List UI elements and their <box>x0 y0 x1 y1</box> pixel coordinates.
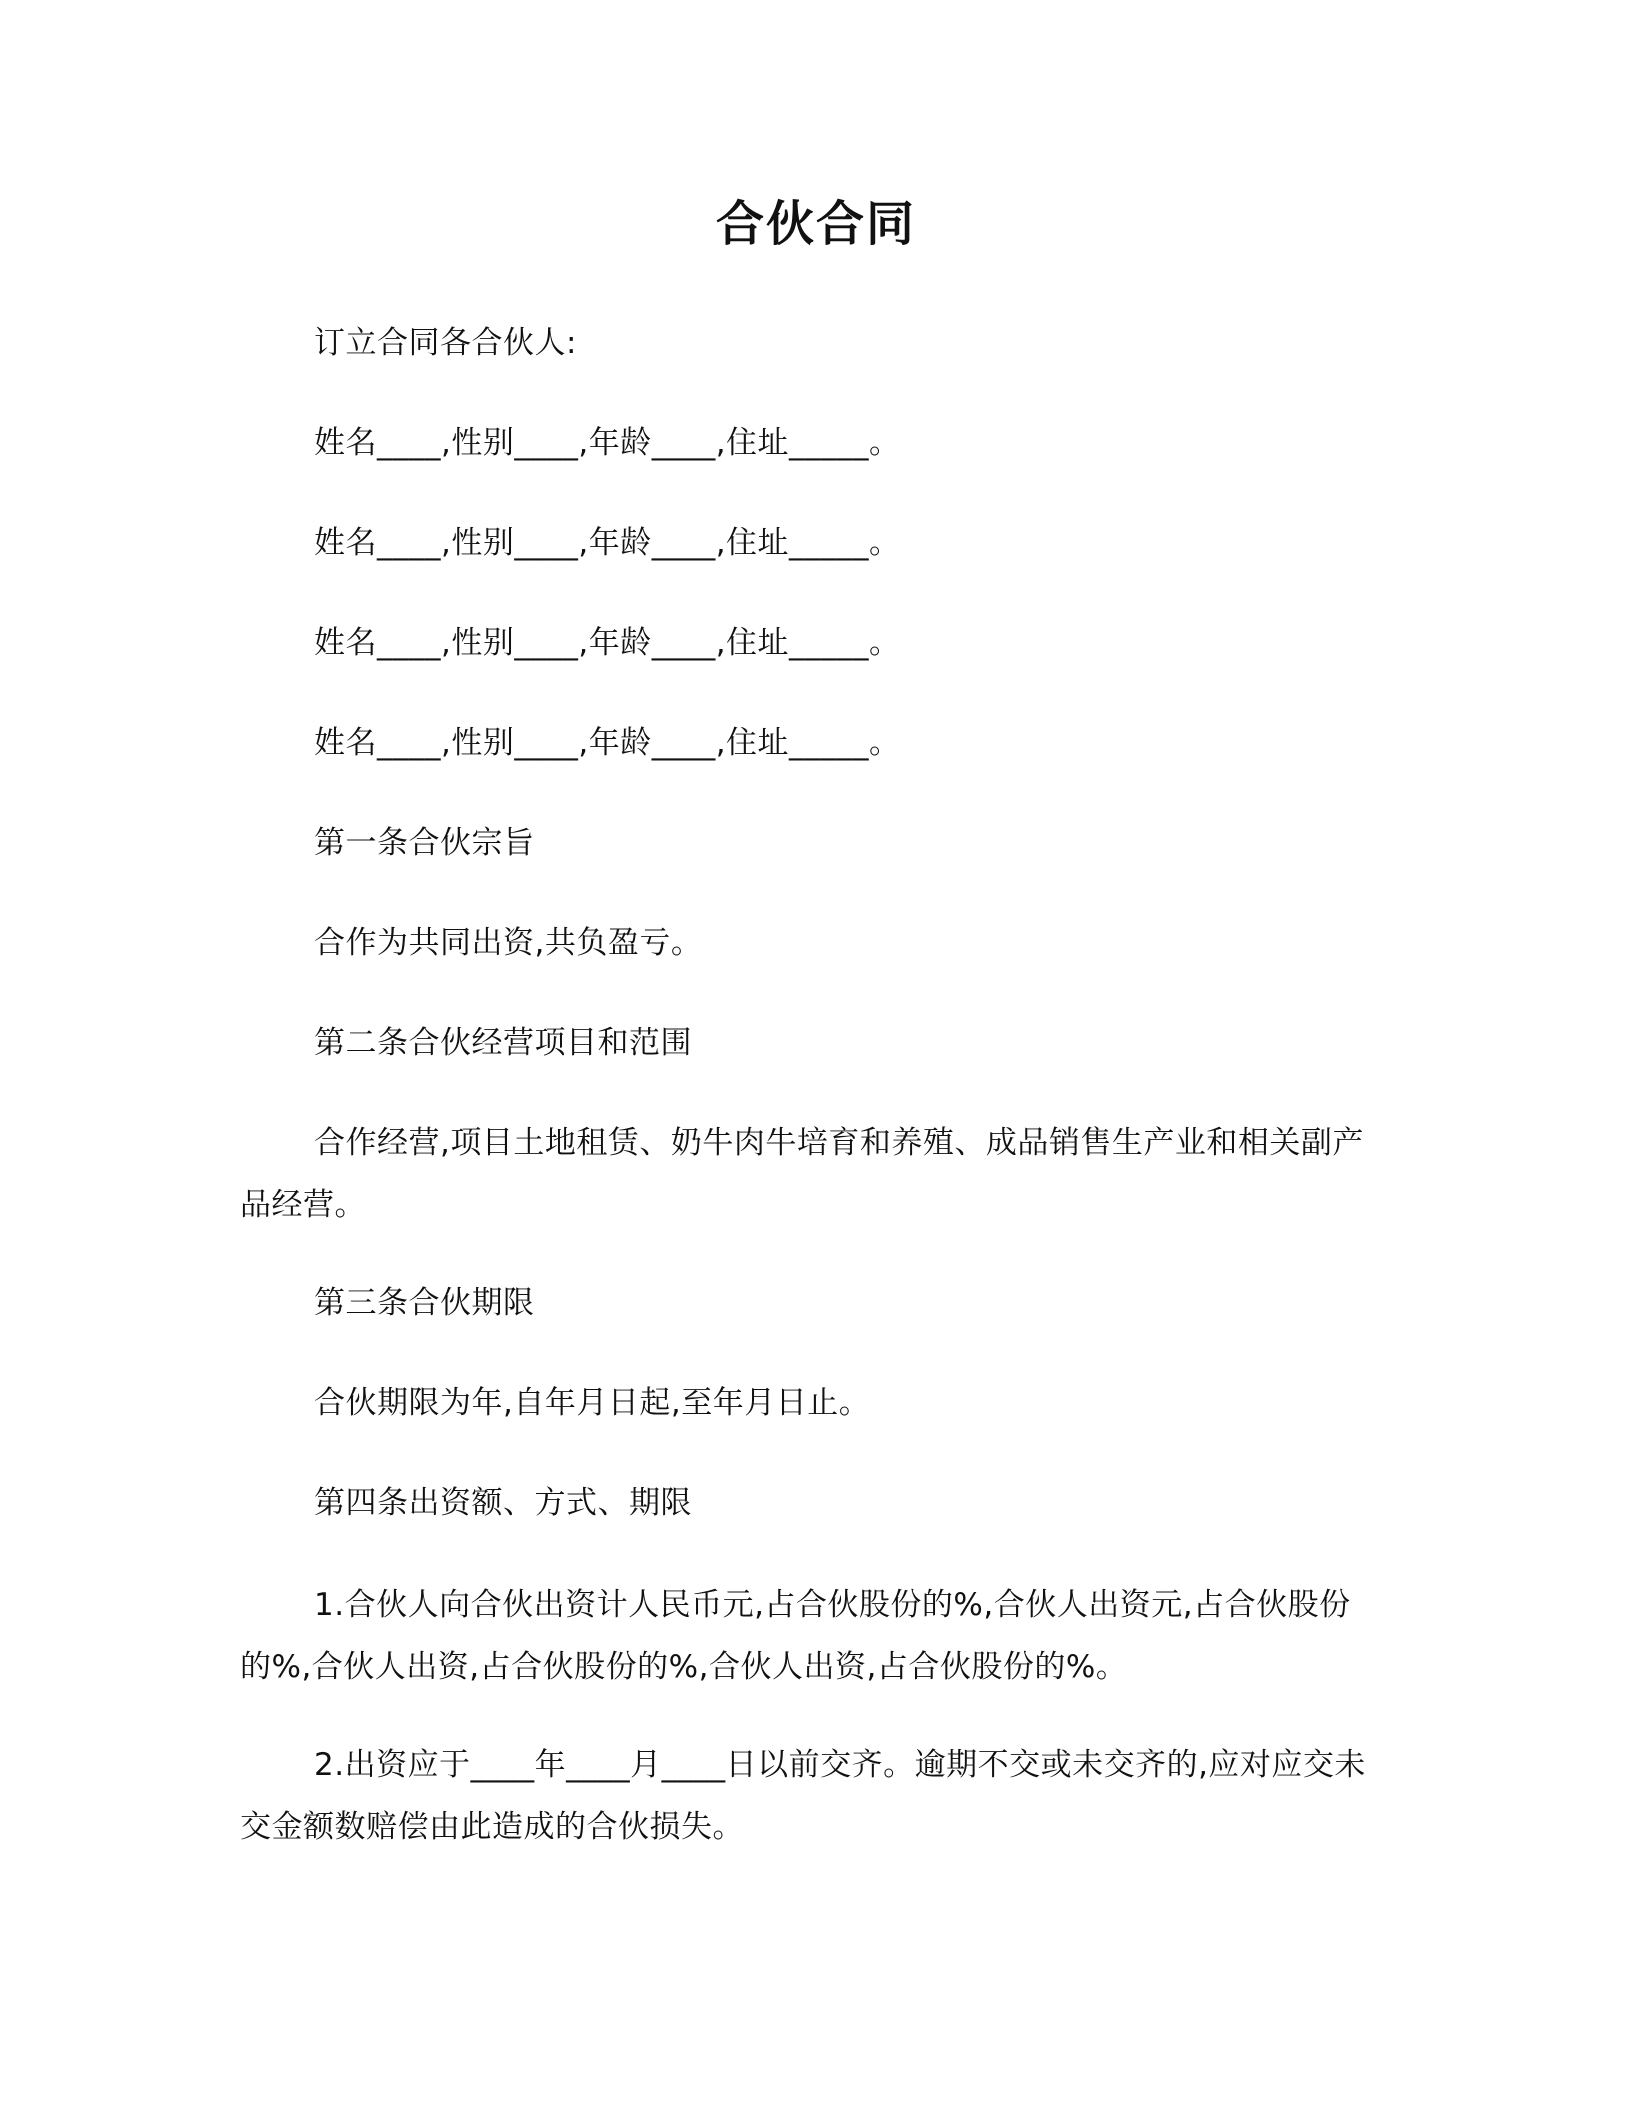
article-2-heading: 第二条合伙经营项目和范围 <box>314 1025 692 1061</box>
paragraph-partner-1: 姓名____,性别____,年龄____,住址_____。 <box>314 425 901 461</box>
paragraph-partner-4: 姓名____,性别____,年龄____,住址_____。 <box>314 725 901 761</box>
paragraph-partner-2: 姓名____,性别____,年龄____,住址_____。 <box>314 525 901 561</box>
paragraph-partner-3: 姓名____,性别____,年龄____,住址_____。 <box>314 625 901 661</box>
article-4-heading: 第四条出资额、方式、期限 <box>314 1485 692 1521</box>
document-title: 合伙合同 <box>715 196 916 252</box>
article-1-body: 合作为共同出资,共负盈亏。 <box>314 925 703 961</box>
article-1-heading: 第一条合伙宗旨 <box>314 825 535 861</box>
article-4-clause-1: 1.合伙人向合伙出资计人民币元,占合伙股份的%,合伙人出资元,占合伙股份的%,合伙人出资,占合伙股份的%,合伙人出资,占合伙股份的%。 <box>240 1587 1351 1685</box>
paragraph-intro: 订立合同各合伙人: <box>314 325 577 361</box>
article-2-body: 合作经营,项目土地租赁、奶牛肉牛培育和养殖、成品销售生产业和相关副产品经营。 <box>240 1125 1364 1223</box>
article-4-clause-2: 2.出资应于____年____月____日以前交齐。逾期不交或未交齐的,应对应交未交金额数赔偿由此造成的合伙损失。 <box>240 1747 1366 1845</box>
article-3-body: 合伙期限为年,自年月日起,至年月日止。 <box>314 1385 871 1421</box>
article-3-heading: 第三条合伙期限 <box>314 1285 535 1321</box>
